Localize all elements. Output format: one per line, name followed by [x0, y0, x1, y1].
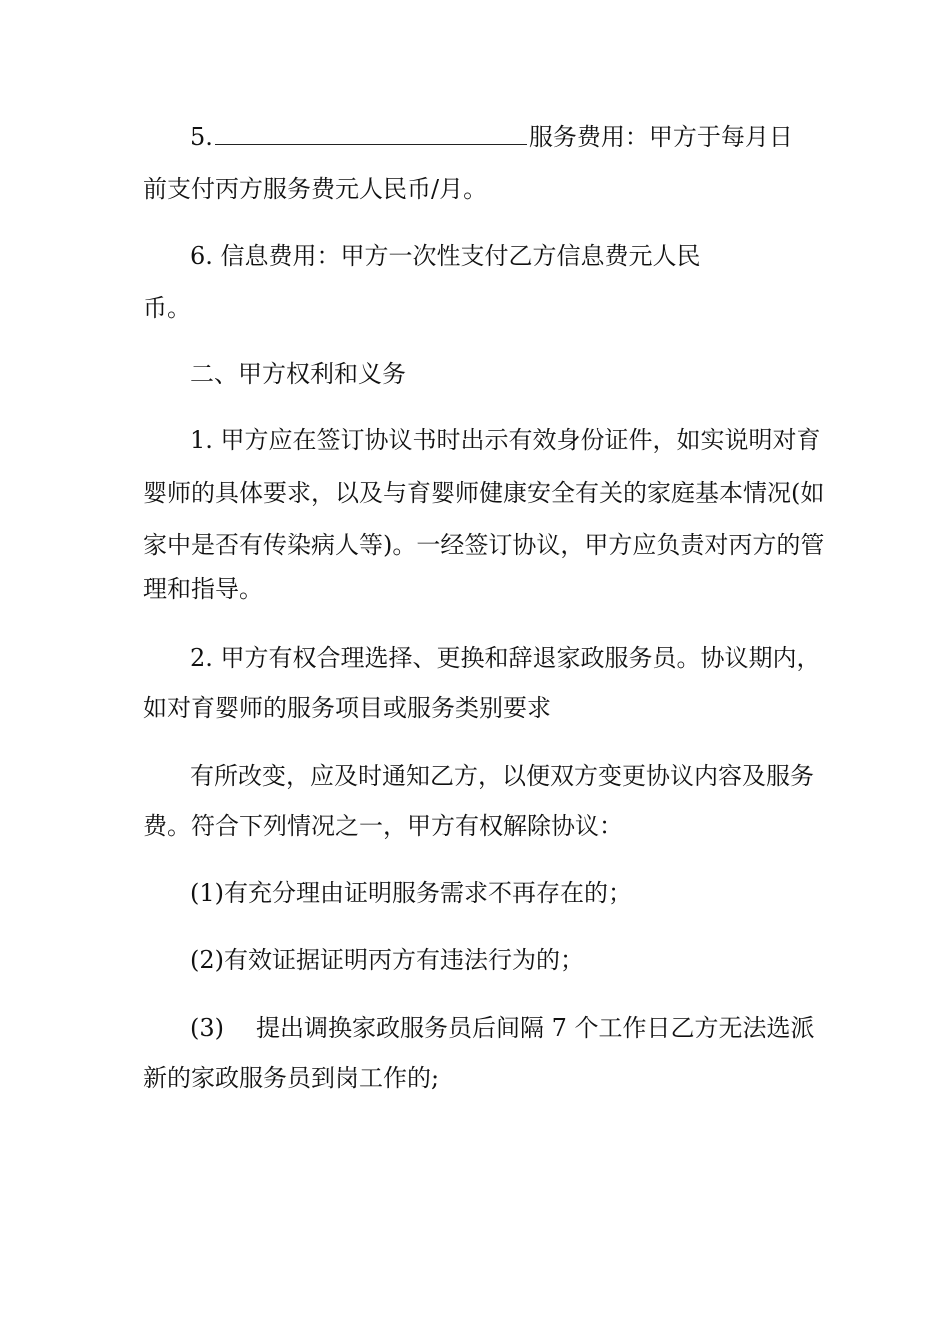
fill-in-blank-line: [215, 122, 527, 145]
item-1-line-3: 家中是否有传染病人等)。一经签订协议，甲方应负责对丙方的管: [143, 531, 825, 559]
item-1-line-2: 婴师的具体要求，以及与育婴师健康安全有关的家庭基本情况(如: [143, 479, 825, 507]
sub-item-2: (2)有效证据证明丙方有违法行为的；: [190, 946, 584, 974]
sub-item-3-label: (3): [190, 1014, 224, 1042]
sub-item-1: (1)有充分理由证明服务需求不再存在的；: [190, 879, 632, 907]
paragraph-5-line-2: 前支付丙方服务费元人民币/月。: [143, 175, 488, 203]
item-2-continued-line-1: 有所改变，应及时通知乙方，以便双方变更协议内容及服务: [190, 762, 814, 790]
sub-item-3-line-1: [190, 1013, 815, 1043]
item-2-continued-line-2: 费。符合下列情况之一，甲方有权解除协议：: [143, 812, 623, 840]
paragraph-5-number: 5.: [190, 123, 213, 151]
item-1-line-1: 1. 甲方应在签订协议书时出示有效身份证件，如实说明对育: [190, 426, 821, 454]
sub-item-3-line-2: 新的家政服务员到岗工作的;: [143, 1064, 440, 1092]
paragraph-5-text: 服务费用：甲方于每月日: [528, 123, 793, 151]
item-2-line-1: 2. 甲方有权合理选择、更换和辞退家政服务员。协议期内，: [190, 644, 821, 672]
paragraph-6-line-2: 币。: [143, 294, 191, 322]
paragraph-5-line-1: [190, 122, 793, 152]
paragraph-6-line-1: 6. 信息费用：甲方一次性支付乙方信息费元人民: [190, 242, 701, 270]
item-2-line-2: 如对育婴师的服务项目或服务类别要求: [143, 694, 551, 722]
sub-item-3-text: 提出调换家政服务员后间隔 7 个工作日乙方无法选派: [256, 1014, 815, 1042]
section-heading: 二、甲方权利和义务: [190, 360, 406, 388]
item-1-line-4: 理和指导。: [143, 575, 263, 603]
